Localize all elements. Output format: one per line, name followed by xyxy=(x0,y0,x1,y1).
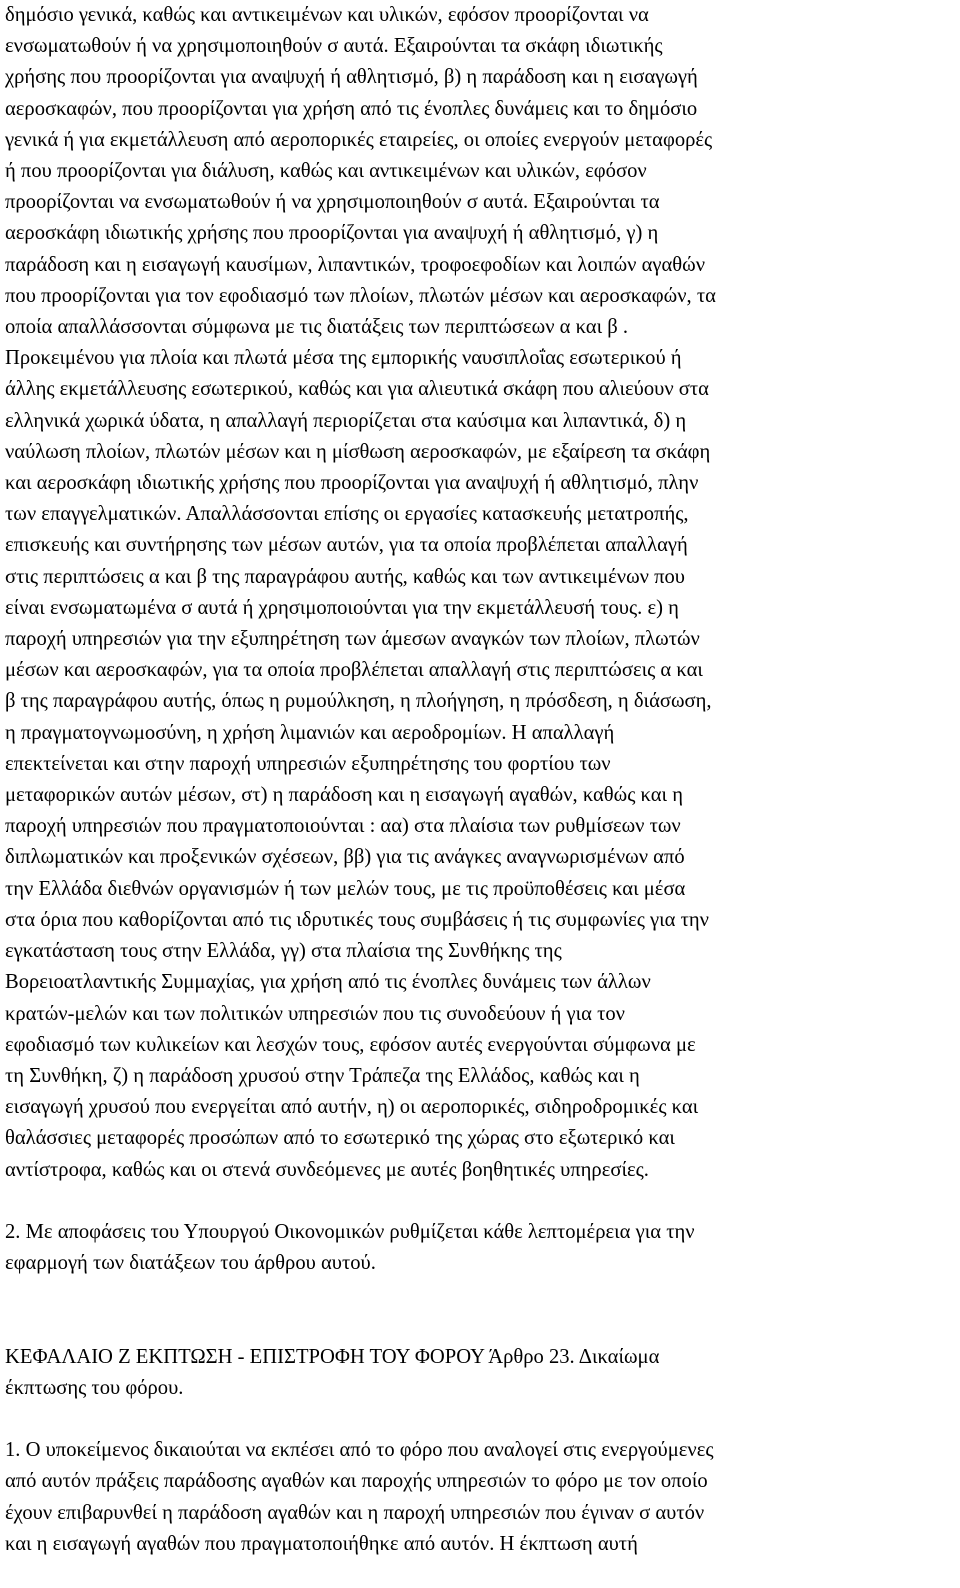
paragraph-3 xyxy=(5,1435,955,1560)
text-line: είναι ενσωματωμένα σ αυτά ή χρησιμοποιούνται για την εκμετάλλευσή τους. ε) η xyxy=(5,596,679,619)
text-line: αεροσκαφών, που προορίζονται για χρήση από τις ένοπλες δυνάμεις και το δημόσιο xyxy=(5,97,698,120)
text-line: προορίζονται να ενσωματωθούν ή να χρησιμοποιηθούν σ αυτά. Εξαιρούνται τα xyxy=(5,191,660,214)
text-line: άλλης εκμετάλλευσης εσωτερικού, καθώς και για αλιευτικά σκάφη που αλιεύουν στα xyxy=(5,378,709,401)
text-line: των επαγγελματικών. Απαλλάσσονται επίσης οι εργασίες κατασκευής μετατροπής, xyxy=(5,503,689,526)
text-line: μέσων και αεροσκαφών, για τα οποία προβλέπεται απαλλαγή στις περιπτώσεις α και xyxy=(5,659,703,682)
text-line: στις περιπτώσεις α και β της παραγράφου αυτής, καθώς και των αντικειμένων που xyxy=(5,565,685,588)
text-line: β της παραγράφου αυτής, όπως η ρυμούλκηση, η πλοήγηση, η πρόσδεση, η διάσωση, xyxy=(5,690,712,713)
text-line: οποία απαλλάσσονται σύμφωνα με τις διατάξεις των περιπτώσεων α και β . xyxy=(5,316,629,339)
paragraph-gap xyxy=(5,1404,955,1435)
text-line: τη Συνθήκη, ζ) η παράδοση χρυσού στην Τράπεζα της Ελλάδος, καθώς και η xyxy=(5,1064,640,1087)
text-line: 2. Με αποφάσεις του Υπουργού Οικονομικών ρυθμίζεται κάθε λεπτομέρεια για την xyxy=(5,1220,695,1243)
text-line: παροχή υπηρεσιών για την εξυπηρέτηση των άμεσων αναγκών των πλοίων, πλωτών xyxy=(5,628,700,651)
text-line: έχουν επιβαρυνθεί η παράδοση αγαθών και η παροχή υπηρεσιών που έγιναν σ αυτόν xyxy=(5,1501,705,1524)
text-line: διπλωματικών και προξενικών σχέσεων, ββ) για τις ανάγκες αναγνωρισμένων από xyxy=(5,846,685,869)
text-line: μεταφορικών αυτών μέσων, στ) η παράδοση και η εισαγωγή αγαθών, καθώς και η xyxy=(5,784,683,807)
document-page xyxy=(5,0,955,1560)
text-line: χρήσης που προορίζονται για αναψυχή ή αθλητισμό, β) η παράδοση και η εισαγωγή xyxy=(5,66,698,89)
text-line: ή που προορίζονται για διάλυση, καθώς και αντικειμένων και υλικών, εφόσον xyxy=(5,160,647,183)
text-line: αντίστροφα, καθώς και οι στενά συνδεόμενες με αυτές βοηθητικές υπηρεσίες. xyxy=(5,1158,649,1181)
text-line: εγκατάσταση τους στην Ελλάδα, γγ) στα πλαίσια της Συνθήκης της xyxy=(5,940,562,963)
text-line: από αυτόν πράξεις παράδοσης αγαθών και παροχής υπηρεσιών το φόρο με τον οποίο xyxy=(5,1470,708,1493)
text-line: δημόσιο γενικά, καθώς και αντικειμένων και υλικών, εφόσον προορίζονται να xyxy=(5,4,649,26)
text-line: γενικά ή για εκμετάλλευση από αεροπορικές εταιρείες, οι οποίες ενεργούν μεταφορές xyxy=(5,128,713,151)
paragraph-2 xyxy=(5,1217,955,1279)
paragraph-gap xyxy=(5,1186,955,1217)
text-line: εισαγωγή χρυσού που ενεργείται από αυτήν, η) οι αεροπορικές, σιδηροδρομικές και xyxy=(5,1096,699,1119)
paragraph-gap xyxy=(5,1279,955,1310)
text-line: Βορειοατλαντικής Συμμαχίας, για χρήση από τις ένοπλες δυνάμεις των άλλων xyxy=(5,971,651,994)
text-line: παροχή υπηρεσιών που πραγματοποιούνται : αα) στα πλαίσια των ρυθμίσεων των xyxy=(5,815,681,838)
text-line: ναύλωση πλοίων, πλωτών μέσων και η μίσθωση αεροσκαφών, με εξαίρεση τα σκάφη xyxy=(5,440,711,463)
text-line: που προορίζονται για τον εφοδιασμό των πλοίων, πλωτών μέσων και αεροσκαφών, τα xyxy=(5,284,716,307)
text-line: εφαρμογή των διατάξεων του άρθρου αυτού. xyxy=(5,1252,376,1275)
paragraph-gap xyxy=(5,1311,955,1342)
text-line: και η εισαγωγή αγαθών που πραγματοποιήθηκε από αυτόν. Η έκπτωση αυτή xyxy=(5,1532,638,1555)
text-line: και αεροσκάφη ιδιωτικής χρήσης που προορίζονται για αναψυχή ή αθλητισμό, πλην xyxy=(5,472,699,495)
chapter-heading xyxy=(5,1342,955,1404)
text-line: θαλάσσιες μεταφορές προσώπων από το εσωτερικό της χώρας στο εξωτερικό και xyxy=(5,1127,675,1150)
text-line: αεροσκάφη ιδιωτικής χρήσης που προορίζονται για αναψυχή ή αθλητισμό, γ) η xyxy=(5,222,659,245)
text-line: την Ελλάδα διεθνών οργανισμών ή των μελών τους, με τις προϋποθέσεις και μέσα xyxy=(5,877,686,900)
text-line: έκπτωσης του φόρου. xyxy=(5,1376,184,1399)
text-line: επισκευής και συντήρησης των μέσων αυτών, για τα οποία προβλέπεται απαλλαγή xyxy=(5,534,688,557)
text-line: στα όρια που καθορίζονται από τις ιδρυτικές τους συμβάσεις ή τις συμφωνίες για την xyxy=(5,908,709,931)
text-line: επεκτείνεται και στην παροχή υπηρεσιών εξυπηρέτησης του φορτίου των xyxy=(5,752,611,775)
body-text-block xyxy=(5,0,955,1186)
text-line: Προκειμένου για πλοία και πλωτά μέσα της εμπορικής ναυσιπλοΐας εσωτερικού ή xyxy=(5,347,682,370)
text-line: 1. Ο υποκείμενος δικαιούται να εκπέσει από το φόρο που αναλογεί στις ενεργούμενες xyxy=(5,1439,714,1462)
text-line: παράδοση και η εισαγωγή καυσίμων, λιπαντικών, τροφοεφοδίων και λοιπών αγαθών xyxy=(5,253,706,276)
text-line: ενσωματωθούν ή να χρησιμοποιηθούν σ αυτά. Εξαιρούνται τα σκάφη ιδιωτικής xyxy=(5,35,663,58)
text-line: ελληνικά χωρικά ύδατα, η απαλλαγή περιορίζεται στα καύσιμα και λιπαντικά, δ) η xyxy=(5,409,687,432)
text-line: κρατών-μελών και των πολιτικών υπηρεσιών που τις συνοδεύουν ή για τον xyxy=(5,1002,625,1025)
text-line: η πραγματογνωμοσύνη, η χρήση λιμανιών και αεροδρομίων. Η απαλλαγή xyxy=(5,721,615,744)
text-line: εφοδιασμό των κυλικείων και λεσχών τους, εφόσον αυτές ενεργούνται σύμφωνα με xyxy=(5,1033,696,1056)
text-line: ΚΕΦΑΛΑΙΟ Ζ ΕΚΠΤΩΣΗ - ΕΠΙΣΤΡΟΦΗ ΤΟΥ ΦΟΡΟΥ Άρθρο 23. Δικαίωμα xyxy=(5,1345,660,1368)
